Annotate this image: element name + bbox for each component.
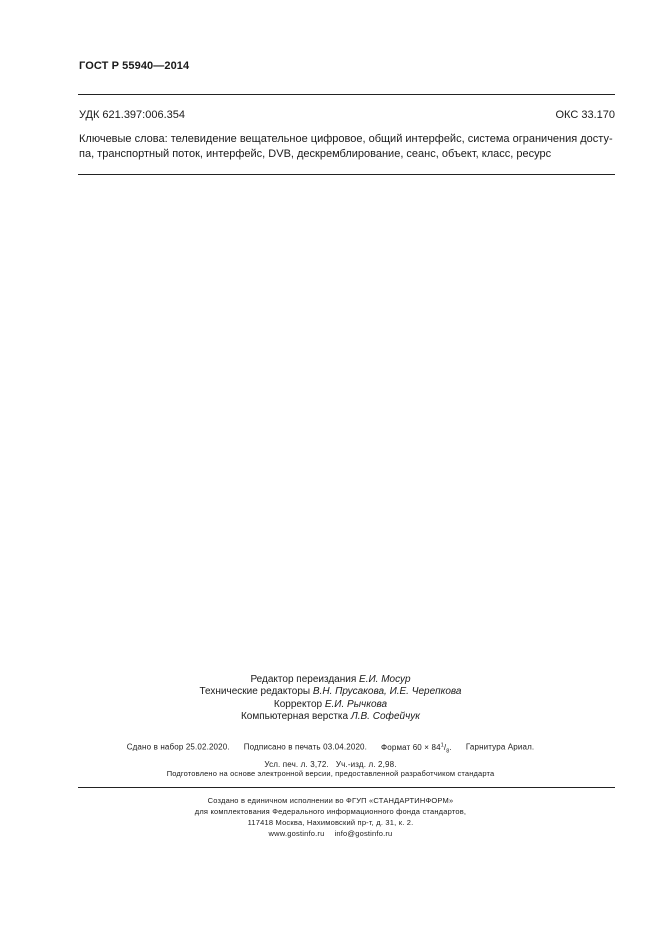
print-details-row-1: [0, 739, 661, 758]
credit-corrector-label: Корректор: [273, 698, 323, 710]
credit-layout: [0, 711, 661, 723]
top-divider: [78, 94, 615, 95]
document-code: ГОСТ Р 55940—2014: [79, 60, 190, 72]
credit-tech-editors: [0, 686, 661, 698]
typeface: Гарнитура Ариал.: [465, 742, 535, 752]
credit-editor: [0, 674, 661, 686]
keywords-divider: [78, 174, 615, 175]
credit-corrector: [0, 699, 661, 711]
typeset-date: Сдано в набор 25.02.2020.: [126, 742, 230, 752]
publisher-contacts: [0, 828, 661, 839]
publisher-email-link[interactable]: info@gostinfo.ru: [334, 829, 393, 838]
publisher-line-3: 117418 Москва, Нахимовский пр-т, д. 31, к. 2.: [247, 818, 414, 827]
prepared-note: Подготовлено на основе электронной версии, предоставленной разработчиком стандарта: [166, 769, 495, 778]
print-sheets: Усл. печ. л. 3,72.: [264, 760, 329, 770]
credit-layout-label: Компьютерная верстка: [240, 710, 349, 722]
signed-date: Подписано в печать 03.04.2020.: [243, 742, 368, 752]
credit-editor-name: Е.И. Мосур: [359, 674, 411, 685]
print-details: [0, 739, 661, 771]
credit-corrector-name: Е.И. Рычкова: [324, 698, 388, 710]
oks-code: ОКС 33.170: [555, 109, 615, 121]
credit-editor-label: Редактор переиздания: [250, 674, 357, 685]
publisher-info: [0, 795, 661, 839]
credit-tech-editors-label: Технические редакторы: [199, 686, 311, 698]
udk-code: УДК 621.397:006.354: [79, 109, 185, 121]
publisher-line-2: для комплектования Федерального информационного фонда стандартов,: [194, 807, 467, 816]
publisher-sheets: Уч.-изд. л. 2,98.: [335, 760, 397, 770]
credit-layout-name: Л.В. Софейчук: [350, 710, 421, 722]
paper-format: Формат $60 \times 84^1/_8$.: [381, 742, 452, 755]
editorial-credits: [0, 674, 661, 723]
publisher-website-link[interactable]: www.gostinfo.ru: [268, 829, 325, 838]
credit-tech-editors-names: В.Н. Прусакова, И.Е. Черепкова: [312, 686, 462, 698]
bottom-divider: [78, 787, 615, 788]
publisher-line-1: Создано в единичном исполнении во ФГУП «СТАНДАРТИНФОРМ»: [207, 796, 454, 805]
keywords-paragraph: Ключевые слова: телевидение вещательное цифровое, общий интерфейс, система ограничения досту-па, транспортный поток, интерфейс, DVB, дескремблирование, сеанс, объект, класс, ресурс: [79, 133, 613, 160]
